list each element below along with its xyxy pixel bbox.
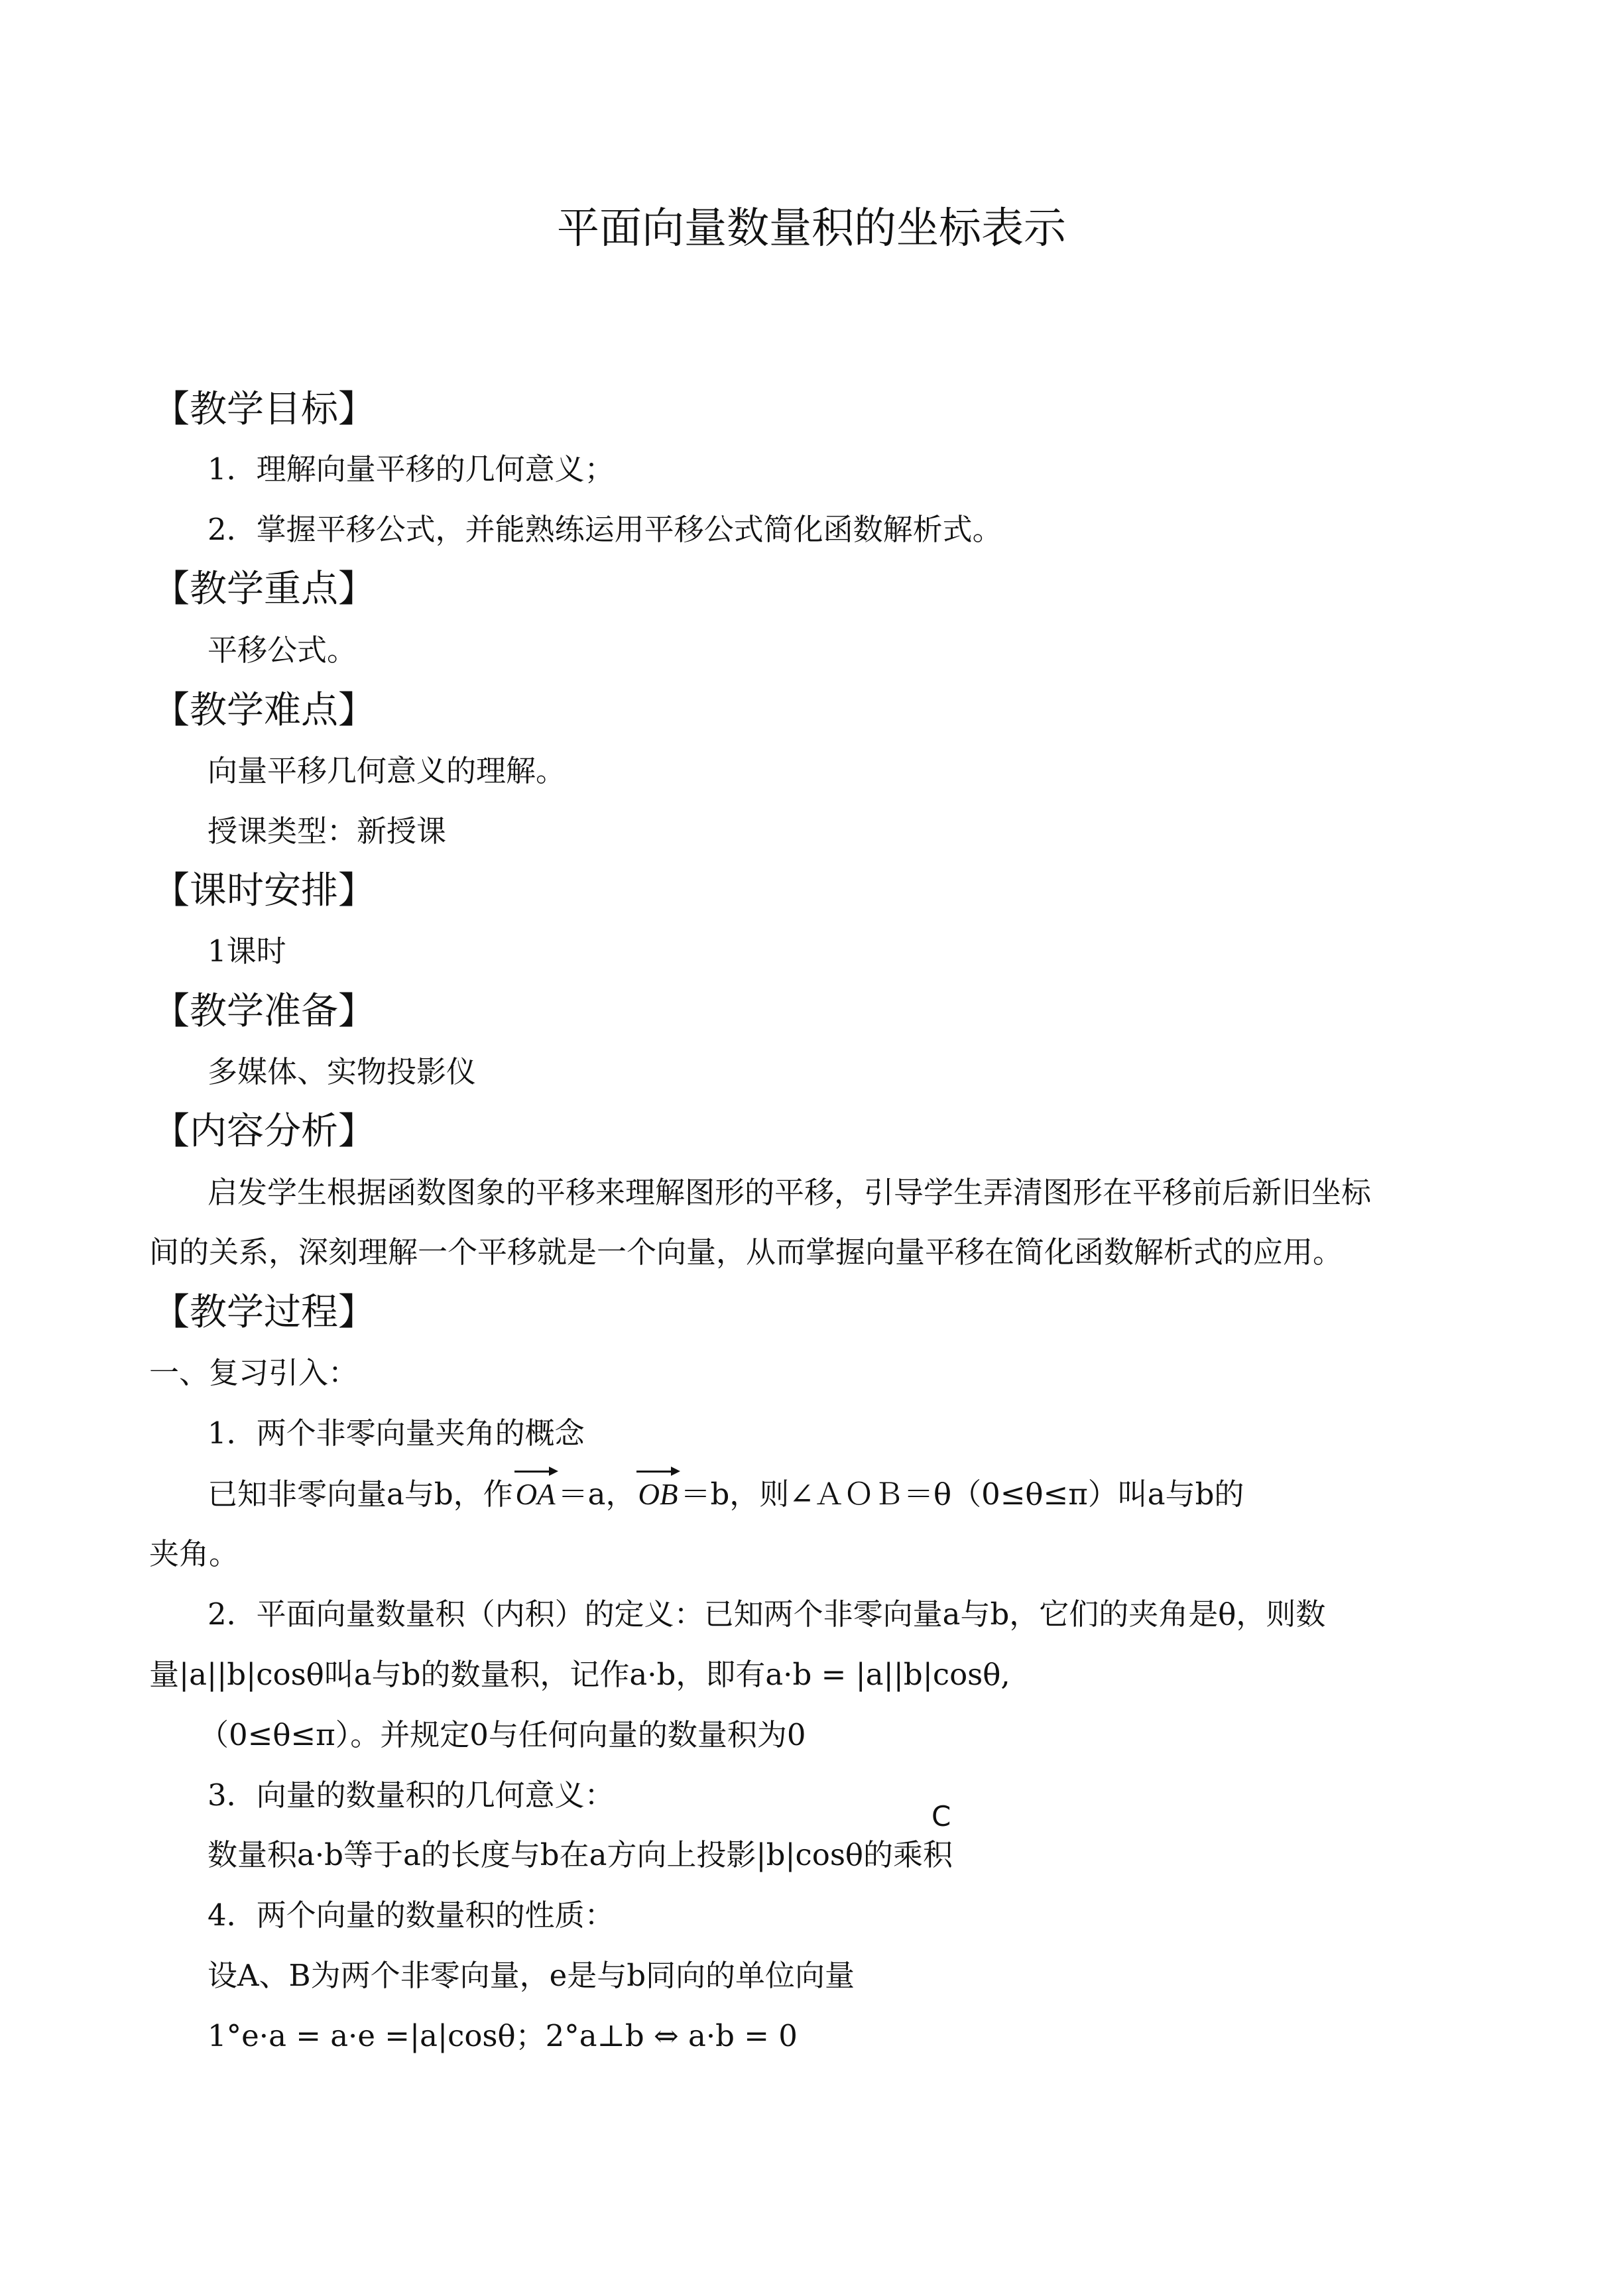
vector-ob-label: OB <box>638 1478 678 1511</box>
heading-analysis: 【内容分析】 <box>152 1110 375 1153</box>
p4-formula: 1°e·a = a·e =|a|cosθ；2°a⊥b ⇔ a·b = 0 <box>208 2018 798 2053</box>
heading-goals: 【教学目标】 <box>152 388 375 431</box>
p2-line-2: 量|a||b|cosθ叫a与b的数量积，记作a·b，即有a·b = |a||b|cosθ, <box>149 1657 1010 1692</box>
page-title: 平面向量数量积的坐标表示 <box>557 204 1066 253</box>
heading-process: 【教学过程】 <box>152 1291 375 1334</box>
process-part-1: 一、复习引入： <box>149 1355 359 1390</box>
vector-oa <box>513 1471 558 1518</box>
p1-title: 1．两个非零向量夹角的概念 <box>208 1416 585 1451</box>
vector-arrow-icon <box>513 1467 558 1477</box>
stray-label: C <box>932 1800 951 1833</box>
schedule-text: 1课时 <box>208 934 286 969</box>
difficulty-text: 向量平移几何意义的理解。 <box>208 753 566 788</box>
p3-title: 3．向量的数量积的几何意义： <box>208 1778 615 1813</box>
goal-item-2: 2．掌握平移公式，并能熟练运用平移公式简化函数解析式。 <box>208 512 1002 547</box>
lesson-type-text: 授课类型：新授课 <box>208 814 447 849</box>
heading-key-point: 【教学重点】 <box>152 568 375 611</box>
heading-schedule: 【课时安排】 <box>152 869 375 912</box>
p4-text: 设A、B为两个非零向量，e是与b同向的单位向量 <box>208 1958 855 1993</box>
analysis-line-1: 启发学生根据函数图象的平移来理解图形的平移，引导学生弄清图形在平移前后新旧坐标 <box>208 1175 1372 1210</box>
vector-arrow-icon <box>635 1467 680 1477</box>
p1-text-d: 夹角。 <box>149 1536 239 1571</box>
p2-line-3: （0≤θ≤π）。并规定0与任何向量的数量积为0 <box>199 1717 806 1752</box>
heading-difficulty: 【教学难点】 <box>152 689 375 732</box>
p3-text: 数量积a·b等于a的长度与b在a方向上投影|b|cosθ的乘积 <box>208 1837 953 1872</box>
goal-item-1: 1．理解向量平移的几何意义； <box>208 452 615 487</box>
key-point-text: 平移公式。 <box>208 633 357 668</box>
analysis-line-2: 间的关系，深刻理解一个平移就是一个向量，从而掌握向量平移在简化函数解析式的应用。 <box>149 1235 1343 1270</box>
preparation-text: 多媒体、实物投影仪 <box>208 1054 477 1089</box>
p1-text-b: ＝a， <box>558 1477 636 1512</box>
p4-title: 4．两个向量的数量积的性质： <box>208 1898 615 1933</box>
p1-formula-line <box>208 1471 1244 1518</box>
heading-preparation: 【教学准备】 <box>152 990 375 1033</box>
p2-line-1: 2．平面向量数量积（内积）的定义：已知两个非零向量a与b，它们的夹角是θ，则数 <box>208 1597 1326 1632</box>
p1-text-c: ＝b，则∠ＡＯＢ＝θ（0≤θ≤π）叫a与b的 <box>680 1477 1244 1512</box>
vector-oa-label: OA <box>515 1478 556 1511</box>
p1-text-a: 已知非零向量a与b，作 <box>208 1477 513 1512</box>
vector-ob <box>635 1471 680 1518</box>
